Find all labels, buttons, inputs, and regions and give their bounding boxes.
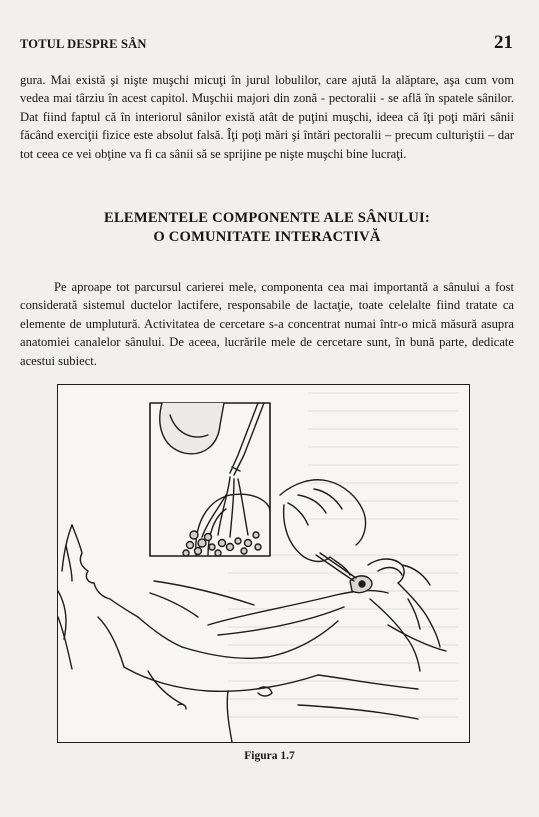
page-number: 21 (494, 32, 513, 53)
inset-magnified-view (150, 403, 270, 556)
section-heading-line-2: O COMUNITATE INTERACTIVĂ (153, 229, 381, 245)
figure-illustration (57, 384, 470, 743)
running-head: TOTUL DESPRE SÂN (20, 37, 147, 51)
body-paragraph-1: gura. Mai există şi nişte muşchi micuţi în jurul lobulilor, care ajută la alăptare, aşa cum vom vedea mai târziu în acest capitol. Muşchii majori din zonă - pectoralii - se află în spatele sânilor. Dat fiind faptul că în interiorul sânilor există atât de puţini muşchi, ideea că îţi poţi mări sânii făcând exerciţii fizice este absolut falsă. Îţi poţi mări şi întări pectoralii – precum culturiştii – dar tot ceea ce vei obţine va fi ca sânii să se sprijine pe nişte muşchi bine lucraţi. (20, 73, 514, 161)
figure-caption: Figura 1.7 (244, 750, 295, 762)
breast-duct-procedure-drawing (58, 385, 469, 742)
page-header (20, 32, 513, 56)
section-heading (20, 209, 514, 247)
body-paragraph-2: Pe aproape tot parcursul carierei mele, componenta cea mai importantă a sânului a fost considerată sistemul ductelor lactifere, responsabile de lactaţie, toate celelalte fiind tratate ca elemente de umplutură. Activitatea de cercetare s-a concentrat numai într-o mică măsură asupra anatomiei canalelor sânului. De aceea, lucrările mele de cercetare sunt, în bună parte, dedicate acestui subiect. (20, 280, 514, 368)
patient-figure (58, 525, 446, 742)
section-heading-line-1: ELEMENTELE COMPONENTE ALE SÂNULUI: (104, 210, 430, 226)
